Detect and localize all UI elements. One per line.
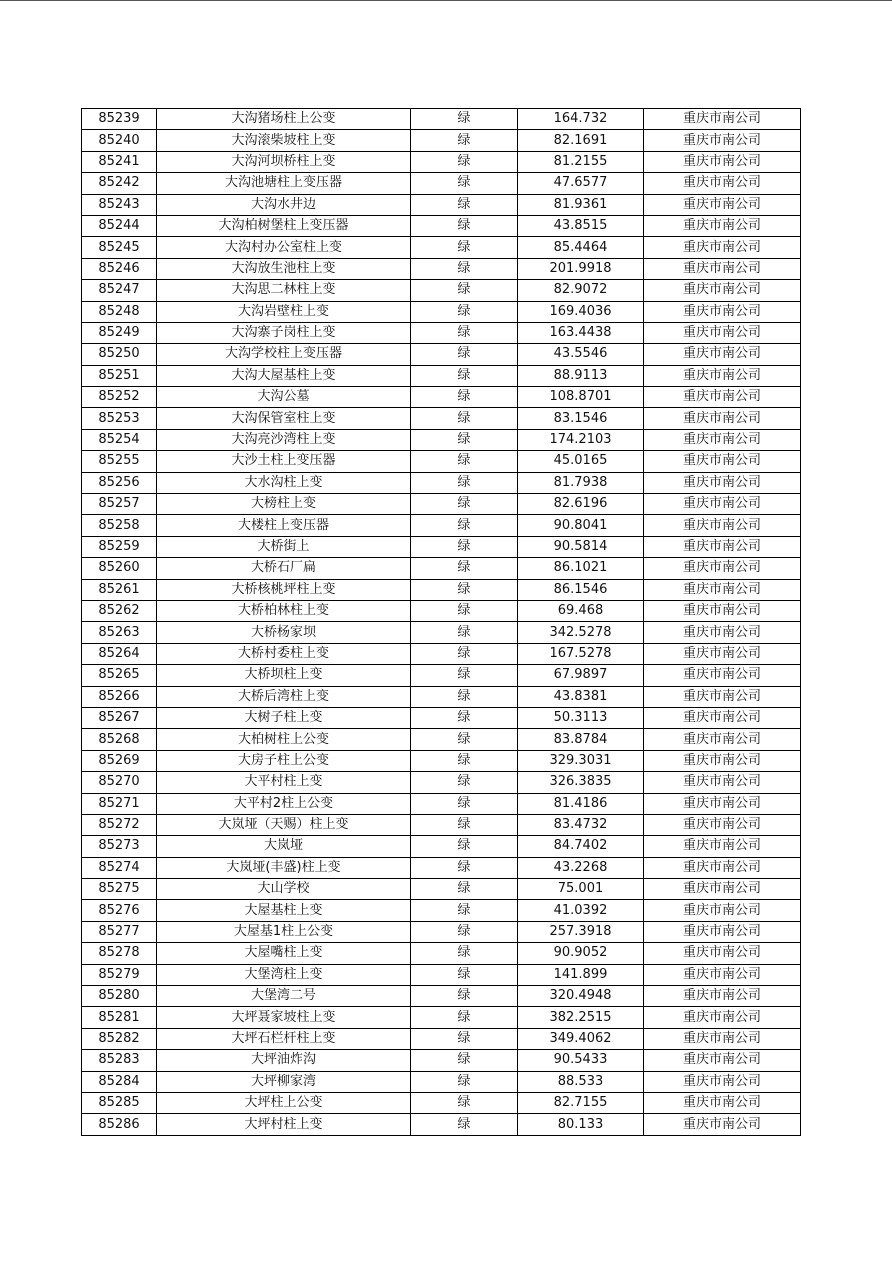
value-cell: 164.732: [518, 109, 644, 130]
row-id-cell: 85284: [82, 1071, 157, 1092]
row-id-cell: 85241: [82, 151, 157, 172]
color-cell: 绿: [411, 1071, 518, 1092]
row-id-cell: 85242: [82, 173, 157, 194]
value-cell: 382.2515: [518, 1007, 644, 1028]
color-cell: 绿: [411, 301, 518, 322]
value-cell: 80.133: [518, 1114, 644, 1135]
name-cell: 大桥核桃坪柱上变: [157, 579, 411, 600]
color-cell: 绿: [411, 344, 518, 365]
value-cell: 86.1021: [518, 558, 644, 579]
table-row: [82, 964, 801, 985]
row-id-cell: 85283: [82, 1050, 157, 1071]
value-cell: 90.5433: [518, 1050, 644, 1071]
name-cell: 大坪石栏杆柱上变: [157, 1028, 411, 1049]
company-cell: 重庆市南公司: [644, 686, 801, 707]
color-cell: 绿: [411, 686, 518, 707]
table-row: [82, 772, 801, 793]
company-cell: 重庆市南公司: [644, 707, 801, 728]
row-id-cell: 85272: [82, 814, 157, 835]
value-cell: 45.0165: [518, 451, 644, 472]
row-id-cell: 85261: [82, 579, 157, 600]
color-cell: 绿: [411, 600, 518, 621]
company-cell: 重庆市南公司: [644, 1050, 801, 1071]
table-row: [82, 558, 801, 579]
table-row: [82, 643, 801, 664]
name-cell: 大沟岩壁柱上变: [157, 301, 411, 322]
name-cell: 大屋基柱上变: [157, 900, 411, 921]
company-cell: 重庆市南公司: [644, 1092, 801, 1113]
row-id-cell: 85254: [82, 429, 157, 450]
name-cell: 大桥坝柱上变: [157, 665, 411, 686]
company-cell: 重庆市南公司: [644, 429, 801, 450]
name-cell: 大沟猪场柱上公变: [157, 109, 411, 130]
company-cell: 重庆市南公司: [644, 515, 801, 536]
color-cell: 绿: [411, 857, 518, 878]
color-cell: 绿: [411, 643, 518, 664]
table-row: [82, 579, 801, 600]
name-cell: 大沟公墓: [157, 387, 411, 408]
table-row: [82, 237, 801, 258]
row-id-cell: 85253: [82, 408, 157, 429]
row-id-cell: 85246: [82, 258, 157, 279]
color-cell: 绿: [411, 1028, 518, 1049]
name-cell: 大坪柳家湾: [157, 1071, 411, 1092]
name-cell: 大沟村办公室柱上变: [157, 237, 411, 258]
company-cell: 重庆市南公司: [644, 472, 801, 493]
value-cell: 82.7155: [518, 1092, 644, 1113]
color-cell: 绿: [411, 558, 518, 579]
company-cell: 重庆市南公司: [644, 387, 801, 408]
value-cell: 81.4186: [518, 793, 644, 814]
value-cell: 174.2103: [518, 429, 644, 450]
table-row: [82, 943, 801, 964]
value-cell: 329.3031: [518, 750, 644, 771]
table-row: [82, 536, 801, 557]
name-cell: 大房子柱上公变: [157, 750, 411, 771]
value-cell: 82.6196: [518, 494, 644, 515]
name-cell: 大沙土柱上变压器: [157, 451, 411, 472]
name-cell: 大坪柱上公变: [157, 1092, 411, 1113]
row-id-cell: 85259: [82, 536, 157, 557]
name-cell: 大桥后湾柱上变: [157, 686, 411, 707]
color-cell: 绿: [411, 387, 518, 408]
value-cell: 43.2268: [518, 857, 644, 878]
name-cell: 大岚垭: [157, 836, 411, 857]
name-cell: 大沟河坝桥柱上变: [157, 151, 411, 172]
color-cell: 绿: [411, 943, 518, 964]
row-id-cell: 85249: [82, 322, 157, 343]
table-row: [82, 986, 801, 1007]
name-cell: 大柏树柱上公变: [157, 729, 411, 750]
color-cell: 绿: [411, 536, 518, 557]
company-cell: 重庆市南公司: [644, 729, 801, 750]
table-row: [82, 472, 801, 493]
color-cell: 绿: [411, 429, 518, 450]
color-cell: 绿: [411, 322, 518, 343]
table-row: [82, 1050, 801, 1071]
row-id-cell: 85273: [82, 836, 157, 857]
table-row: [82, 173, 801, 194]
value-cell: 82.1691: [518, 130, 644, 151]
table-row: [82, 750, 801, 771]
color-cell: 绿: [411, 215, 518, 236]
name-cell: 大桥杨家坝: [157, 622, 411, 643]
company-cell: 重庆市南公司: [644, 772, 801, 793]
table-row: [82, 921, 801, 942]
name-cell: 大堡湾二号: [157, 986, 411, 1007]
table-row: [82, 387, 801, 408]
row-id-cell: 85262: [82, 600, 157, 621]
company-cell: 重庆市南公司: [644, 600, 801, 621]
row-id-cell: 85277: [82, 921, 157, 942]
company-cell: 重庆市南公司: [644, 750, 801, 771]
value-cell: 84.7402: [518, 836, 644, 857]
name-cell: 大沟保管室柱上变: [157, 408, 411, 429]
table-row: [82, 258, 801, 279]
row-id-cell: 85260: [82, 558, 157, 579]
company-cell: 重庆市南公司: [644, 1028, 801, 1049]
name-cell: 大平村柱上变: [157, 772, 411, 793]
value-cell: 326.3835: [518, 772, 644, 793]
color-cell: 绿: [411, 472, 518, 493]
table-row: [82, 836, 801, 857]
company-cell: 重庆市南公司: [644, 151, 801, 172]
table-row: [82, 707, 801, 728]
table-row: [82, 1028, 801, 1049]
color-cell: 绿: [411, 750, 518, 771]
color-cell: 绿: [411, 836, 518, 857]
row-id-cell: 85251: [82, 365, 157, 386]
table-row: [82, 686, 801, 707]
value-cell: 75.001: [518, 879, 644, 900]
value-cell: 342.5278: [518, 622, 644, 643]
row-id-cell: 85245: [82, 237, 157, 258]
row-id-cell: 85281: [82, 1007, 157, 1028]
table-row: [82, 600, 801, 621]
company-cell: 重庆市南公司: [644, 836, 801, 857]
row-id-cell: 85266: [82, 686, 157, 707]
value-cell: 88.9113: [518, 365, 644, 386]
table-row: [82, 1092, 801, 1113]
row-id-cell: 85258: [82, 515, 157, 536]
table-row: [82, 494, 801, 515]
value-cell: 82.9072: [518, 280, 644, 301]
name-cell: 大屋嘴柱上变: [157, 943, 411, 964]
row-id-cell: 85269: [82, 750, 157, 771]
company-cell: 重庆市南公司: [644, 258, 801, 279]
value-cell: 50.3113: [518, 707, 644, 728]
value-cell: 81.2155: [518, 151, 644, 172]
row-id-cell: 85280: [82, 986, 157, 1007]
color-cell: 绿: [411, 515, 518, 536]
color-cell: 绿: [411, 1092, 518, 1113]
color-cell: 绿: [411, 921, 518, 942]
page-top-border: [0, 0, 892, 1]
color-cell: 绿: [411, 408, 518, 429]
company-cell: 重庆市南公司: [644, 536, 801, 557]
value-cell: 141.899: [518, 964, 644, 985]
color-cell: 绿: [411, 151, 518, 172]
name-cell: 大桥街上: [157, 536, 411, 557]
row-id-cell: 85265: [82, 665, 157, 686]
table-row: [82, 665, 801, 686]
table-row: [82, 900, 801, 921]
table-body: [82, 109, 801, 1136]
value-cell: 90.5814: [518, 536, 644, 557]
row-id-cell: 85286: [82, 1114, 157, 1135]
name-cell: 大沟滚柴坡柱上变: [157, 130, 411, 151]
color-cell: 绿: [411, 173, 518, 194]
color-cell: 绿: [411, 109, 518, 130]
table-row: [82, 1071, 801, 1092]
name-cell: 大沟寨子岗柱上变: [157, 322, 411, 343]
row-id-cell: 85243: [82, 194, 157, 215]
color-cell: 绿: [411, 622, 518, 643]
name-cell: 大沟大屋基柱上变: [157, 365, 411, 386]
company-cell: 重庆市南公司: [644, 451, 801, 472]
name-cell: 大沟柏树堡柱上变压器: [157, 215, 411, 236]
color-cell: 绿: [411, 665, 518, 686]
table-row: [82, 365, 801, 386]
row-id-cell: 85270: [82, 772, 157, 793]
name-cell: 大沟水井边: [157, 194, 411, 215]
name-cell: 大岚垭（天赐）柱上变: [157, 814, 411, 835]
company-cell: 重庆市南公司: [644, 408, 801, 429]
table-row: [82, 857, 801, 878]
row-id-cell: 85248: [82, 301, 157, 322]
company-cell: 重庆市南公司: [644, 558, 801, 579]
company-cell: 重庆市南公司: [644, 344, 801, 365]
value-cell: 201.9918: [518, 258, 644, 279]
value-cell: 349.4062: [518, 1028, 644, 1049]
company-cell: 重庆市南公司: [644, 237, 801, 258]
name-cell: 大树子柱上变: [157, 707, 411, 728]
table-row: [82, 1114, 801, 1135]
color-cell: 绿: [411, 1007, 518, 1028]
value-cell: 83.1546: [518, 408, 644, 429]
table-row: [82, 322, 801, 343]
table-row: [82, 194, 801, 215]
table-row: [82, 515, 801, 536]
table-row: [82, 793, 801, 814]
color-cell: 绿: [411, 130, 518, 151]
value-cell: 41.0392: [518, 900, 644, 921]
color-cell: 绿: [411, 986, 518, 1007]
color-cell: 绿: [411, 494, 518, 515]
color-cell: 绿: [411, 579, 518, 600]
row-id-cell: 85250: [82, 344, 157, 365]
company-cell: 重庆市南公司: [644, 494, 801, 515]
company-cell: 重庆市南公司: [644, 579, 801, 600]
company-cell: 重庆市南公司: [644, 943, 801, 964]
color-cell: 绿: [411, 194, 518, 215]
value-cell: 320.4948: [518, 986, 644, 1007]
company-cell: 重庆市南公司: [644, 1071, 801, 1092]
company-cell: 重庆市南公司: [644, 793, 801, 814]
name-cell: 大平村2柱上公变: [157, 793, 411, 814]
company-cell: 重庆市南公司: [644, 900, 801, 921]
company-cell: 重庆市南公司: [644, 322, 801, 343]
company-cell: 重庆市南公司: [644, 194, 801, 215]
color-cell: 绿: [411, 451, 518, 472]
color-cell: 绿: [411, 964, 518, 985]
table-row: [82, 301, 801, 322]
company-cell: 重庆市南公司: [644, 879, 801, 900]
company-cell: 重庆市南公司: [644, 365, 801, 386]
table-row: [82, 109, 801, 130]
table-row: [82, 408, 801, 429]
name-cell: 大桥村委柱上变: [157, 643, 411, 664]
value-cell: 67.9897: [518, 665, 644, 686]
row-id-cell: 85276: [82, 900, 157, 921]
table-row: [82, 280, 801, 301]
name-cell: 大沟池塘柱上变压器: [157, 173, 411, 194]
company-cell: 重庆市南公司: [644, 857, 801, 878]
row-id-cell: 85240: [82, 130, 157, 151]
color-cell: 绿: [411, 793, 518, 814]
company-cell: 重庆市南公司: [644, 964, 801, 985]
value-cell: 85.4464: [518, 237, 644, 258]
name-cell: 大榜柱上变: [157, 494, 411, 515]
company-cell: 重庆市南公司: [644, 814, 801, 835]
color-cell: 绿: [411, 280, 518, 301]
name-cell: 大山学校: [157, 879, 411, 900]
table-row: [82, 622, 801, 643]
row-id-cell: 85285: [82, 1092, 157, 1113]
table-row: [82, 130, 801, 151]
value-cell: 108.8701: [518, 387, 644, 408]
table-row: [82, 215, 801, 236]
color-cell: 绿: [411, 365, 518, 386]
color-cell: 绿: [411, 258, 518, 279]
table-row: [82, 729, 801, 750]
row-id-cell: 85267: [82, 707, 157, 728]
name-cell: 大桥柏林柱上变: [157, 600, 411, 621]
company-cell: 重庆市南公司: [644, 173, 801, 194]
value-cell: 43.5546: [518, 344, 644, 365]
company-cell: 重庆市南公司: [644, 921, 801, 942]
table-row: [82, 429, 801, 450]
company-cell: 重庆市南公司: [644, 215, 801, 236]
value-cell: 47.6577: [518, 173, 644, 194]
color-cell: 绿: [411, 1050, 518, 1071]
value-cell: 257.3918: [518, 921, 644, 942]
name-cell: 大沟亮沙湾柱上变: [157, 429, 411, 450]
name-cell: 大坪村柱上变: [157, 1114, 411, 1135]
value-cell: 163.4438: [518, 322, 644, 343]
company-cell: 重庆市南公司: [644, 665, 801, 686]
value-cell: 81.7938: [518, 472, 644, 493]
color-cell: 绿: [411, 237, 518, 258]
row-id-cell: 85263: [82, 622, 157, 643]
name-cell: 大沟思二林柱上变: [157, 280, 411, 301]
row-id-cell: 85271: [82, 793, 157, 814]
value-cell: 83.8784: [518, 729, 644, 750]
name-cell: 大岚垭(丰盛)柱上变: [157, 857, 411, 878]
name-cell: 大屋基1柱上公变: [157, 921, 411, 942]
value-cell: 90.8041: [518, 515, 644, 536]
company-cell: 重庆市南公司: [644, 130, 801, 151]
row-id-cell: 85268: [82, 729, 157, 750]
color-cell: 绿: [411, 879, 518, 900]
value-cell: 167.5278: [518, 643, 644, 664]
row-id-cell: 85239: [82, 109, 157, 130]
name-cell: 大沟放生池柱上变: [157, 258, 411, 279]
color-cell: 绿: [411, 729, 518, 750]
row-id-cell: 85255: [82, 451, 157, 472]
row-id-cell: 85264: [82, 643, 157, 664]
table-row: [82, 814, 801, 835]
value-cell: 83.4732: [518, 814, 644, 835]
table-row: [82, 151, 801, 172]
name-cell: 大坪油炸沟: [157, 1050, 411, 1071]
company-cell: 重庆市南公司: [644, 643, 801, 664]
row-id-cell: 85244: [82, 215, 157, 236]
row-id-cell: 85256: [82, 472, 157, 493]
value-cell: 81.9361: [518, 194, 644, 215]
value-cell: 90.9052: [518, 943, 644, 964]
color-cell: 绿: [411, 772, 518, 793]
table-row: [82, 344, 801, 365]
row-id-cell: 85252: [82, 387, 157, 408]
value-cell: 69.468: [518, 600, 644, 621]
color-cell: 绿: [411, 1114, 518, 1135]
row-id-cell: 85279: [82, 964, 157, 985]
row-id-cell: 85275: [82, 879, 157, 900]
company-cell: 重庆市南公司: [644, 986, 801, 1007]
company-cell: 重庆市南公司: [644, 1114, 801, 1135]
color-cell: 绿: [411, 707, 518, 728]
company-cell: 重庆市南公司: [644, 1007, 801, 1028]
company-cell: 重庆市南公司: [644, 301, 801, 322]
table-row: [82, 879, 801, 900]
data-table: [81, 108, 801, 1136]
value-cell: 43.8381: [518, 686, 644, 707]
company-cell: 重庆市南公司: [644, 280, 801, 301]
color-cell: 绿: [411, 900, 518, 921]
value-cell: 169.4036: [518, 301, 644, 322]
value-cell: 88.533: [518, 1071, 644, 1092]
name-cell: 大水沟柱上变: [157, 472, 411, 493]
row-id-cell: 85274: [82, 857, 157, 878]
name-cell: 大坪聂家坡柱上变: [157, 1007, 411, 1028]
company-cell: 重庆市南公司: [644, 109, 801, 130]
name-cell: 大堡湾柱上变: [157, 964, 411, 985]
color-cell: 绿: [411, 814, 518, 835]
name-cell: 大桥石厂扁: [157, 558, 411, 579]
row-id-cell: 85247: [82, 280, 157, 301]
row-id-cell: 85257: [82, 494, 157, 515]
row-id-cell: 85278: [82, 943, 157, 964]
table-row: [82, 451, 801, 472]
value-cell: 43.8515: [518, 215, 644, 236]
name-cell: 大沟学校柱上变压器: [157, 344, 411, 365]
value-cell: 86.1546: [518, 579, 644, 600]
row-id-cell: 85282: [82, 1028, 157, 1049]
table-row: [82, 1007, 801, 1028]
name-cell: 大楼柱上变压器: [157, 515, 411, 536]
company-cell: 重庆市南公司: [644, 622, 801, 643]
